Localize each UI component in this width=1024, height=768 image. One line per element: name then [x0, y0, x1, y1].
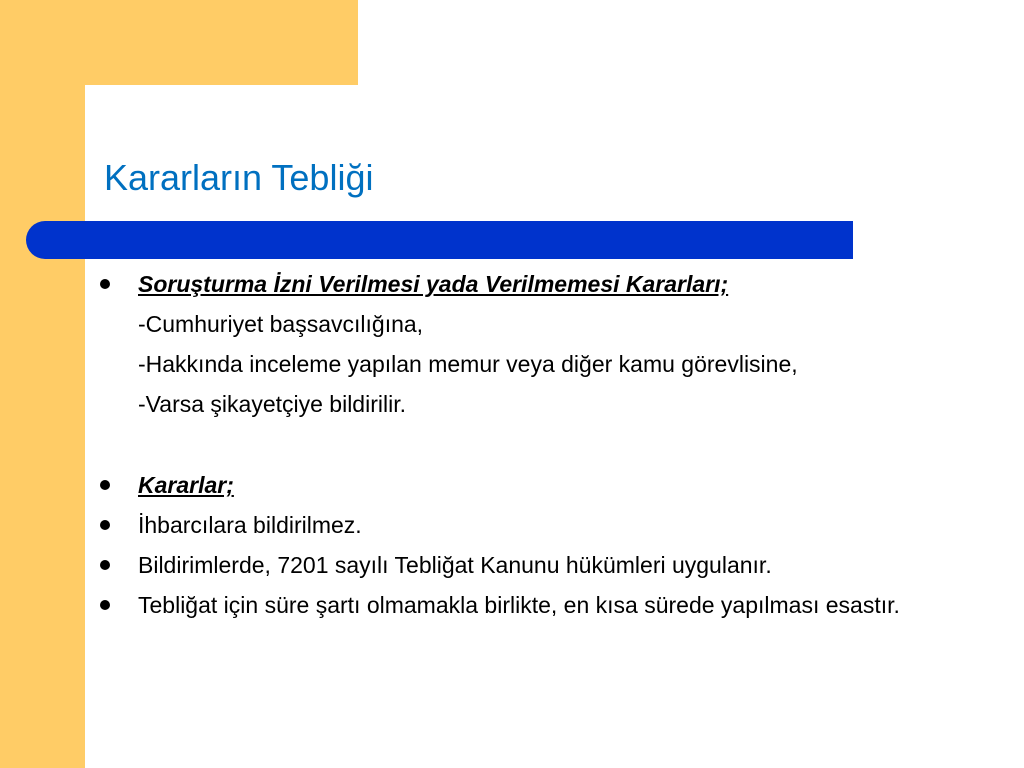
list-item: [96, 388, 976, 421]
list-item: [96, 308, 976, 341]
bullet-icon: [100, 520, 110, 530]
title-underline-bar: [26, 221, 853, 259]
bullet-text: Tebliğat için süre şartı olmamakla birlikte, en kısa sürede yapılması esastır.: [138, 592, 900, 618]
bullet-icon: [100, 279, 110, 289]
sub-item-text: -Hakkında inceleme yapılan memur veya diğer kamu görevlisine,: [138, 351, 798, 377]
sub-item-text: -Cumhuriyet başsavcılığına,: [138, 311, 424, 337]
decorative-left-band: [0, 0, 85, 768]
bullet-text: İhbarcılara bildirilmez.: [138, 512, 362, 538]
list-item: [96, 348, 976, 381]
list-item-heading: [96, 268, 976, 301]
section-heading: Soruşturma İzni Verilmesi yada Verilmemesi Kararları;: [138, 271, 729, 297]
section-heading: Kararlar;: [138, 472, 234, 498]
list-item-heading: [96, 469, 976, 502]
decorative-top-band: [0, 0, 358, 85]
bullet-icon: [100, 560, 110, 570]
slide-title: Kararların Tebliği: [104, 157, 374, 198]
bullet-icon: [100, 480, 110, 490]
bullet-icon: [100, 600, 110, 610]
list-item: [96, 509, 976, 542]
bullet-list: [96, 268, 976, 622]
list-item: [96, 589, 976, 622]
bullet-text: Bildirimlerde, 7201 sayılı Tebliğat Kanunu hükümleri uygulanır.: [138, 552, 772, 578]
sub-item-text: -Varsa şikayetçiye bildirilir.: [138, 391, 406, 417]
list-item: [96, 549, 976, 582]
